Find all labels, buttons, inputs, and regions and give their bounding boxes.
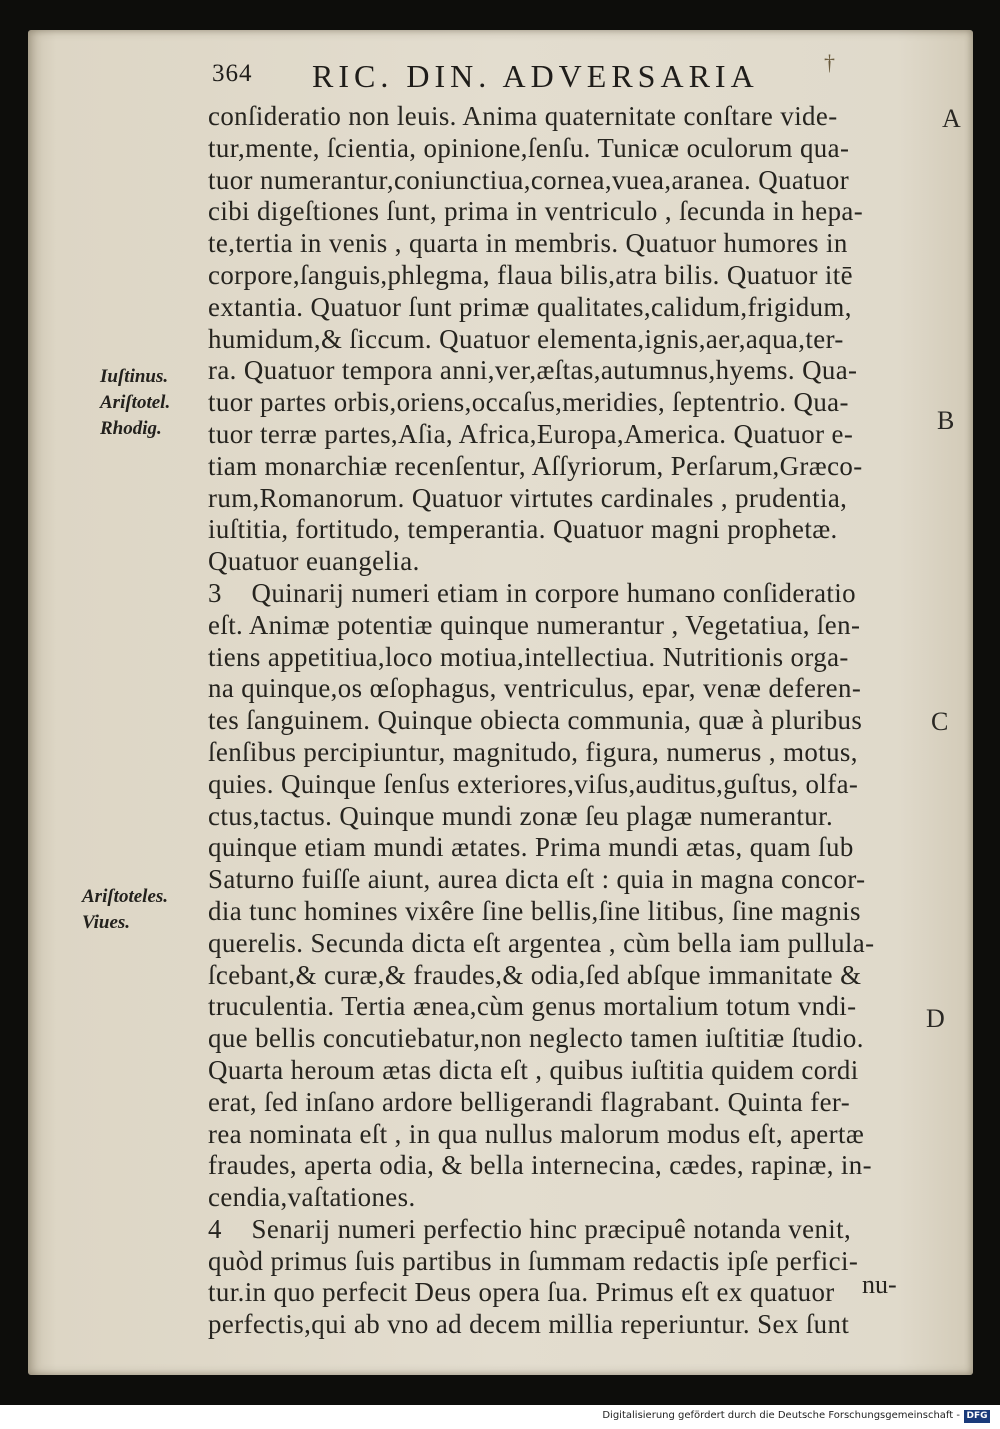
- line-text: quies. Quinque ſenſus exteriores,viſus,auditus,guſtus, olfa-: [208, 768, 859, 799]
- line-text: Quatuor euangelia.: [208, 546, 420, 577]
- catchword: nu-: [862, 1270, 897, 1299]
- text-line: [208, 832, 930, 864]
- page-number: 364: [212, 60, 253, 87]
- text-line: [208, 387, 930, 419]
- line-text: tiens appetitiua,loco motiua,intellectiua. Nutritionis orga-: [208, 641, 849, 672]
- text-line: [208, 1246, 930, 1278]
- text-line: [208, 610, 930, 642]
- paragraph-number: 4: [208, 1213, 222, 1244]
- line-text: eſt. Animæ potentiæ quinque numerantur , Vegetatiua, ſen-: [208, 609, 861, 640]
- line-text: extantia. Quatuor ſunt primæ qualitates,calidum,frigidum,: [208, 291, 852, 322]
- line-text: tuor terræ partes,Aſia, Africa,Europa,America. Quatuor e-: [208, 418, 854, 449]
- text-line: [208, 991, 930, 1023]
- line-text: ra. Quatuor tempora anni,ver,æſtas,autumnus,hyems. Qua-: [208, 355, 858, 386]
- text-line: [208, 514, 930, 546]
- line-text: iuſtitia, fortitudo, temperantia. Quatuor magni prophetæ.: [208, 514, 838, 545]
- text-line: [208, 705, 930, 737]
- margin-letter-c: C: [931, 707, 949, 736]
- text-line: [208, 1055, 930, 1087]
- line-text: Quarta heroum ætas dicta eſt , quibus iuſtitia quidem cordi: [208, 1054, 859, 1085]
- line-text: querelis. Secunda dicta eſt argentea , cùm bella iam pullula-: [208, 927, 875, 958]
- line-text: ſenſibus percipiuntur, magnitudo, figura, numerus , motus,: [208, 736, 858, 767]
- text-line: [208, 228, 930, 260]
- text-line: [208, 355, 930, 387]
- text-line: [208, 1277, 930, 1309]
- line-text: rum,Romanorum. Quatuor virtutes cardinales , prudentia,: [208, 482, 848, 513]
- line-text: tur.in quo perfecit Deus opera ſua. Primus eſt ex quatuor: [208, 1277, 835, 1308]
- text-line: [208, 737, 930, 769]
- text-line: [208, 1119, 930, 1151]
- text-line: [208, 483, 930, 515]
- line-text: na quinque,os œſophagus, ventriculus, epar, venæ deferen-: [208, 673, 862, 704]
- line-text: te,tertia in venis , quarta in membris. Quatuor humores in: [208, 228, 848, 259]
- text-line: [208, 1150, 930, 1182]
- text-line: [208, 101, 930, 133]
- text-line: [208, 133, 930, 165]
- line-text: conſideratio non leuis. Anima quaternitate conſtare vide-: [208, 101, 838, 131]
- margin-note-line: Rhodig.: [100, 418, 162, 439]
- line-text: Saturno fuiſſe aiunt, aurea dicta eſt : quia in magna concor-: [208, 864, 866, 895]
- margin-letter-d: D: [926, 1004, 945, 1033]
- text-line: [208, 165, 930, 197]
- text-line: [208, 324, 930, 356]
- text-line: [208, 1023, 930, 1055]
- footer-credit: Digitalisierung gefördert durch die Deutsche Forschungsgemeinschaft -: [602, 1410, 960, 1421]
- text-line: [208, 419, 930, 451]
- margin-note-1: [100, 364, 170, 442]
- paragraph-number: 3: [208, 577, 222, 608]
- line-text: fraudes, aperta odia, & bella internecina, cædes, rapinæ, in-: [208, 1150, 872, 1181]
- text-line: [208, 1087, 930, 1119]
- line-text: humidum,& ſiccum. Quatuor elementa,ignis,aer,aqua,ter-: [208, 323, 844, 354]
- line-text: rea nominata eſt , in qua nullus malorum modus eſt, apertæ: [208, 1118, 865, 1149]
- line-text: Quinarij numeri etiam in corpore humano conſideratio: [251, 577, 856, 608]
- line-text: tes ſanguinem. Quinque obiecta communia, quæ à pluribus: [208, 705, 863, 736]
- line-text: tur,mente, ſcientia, opinione,ſenſu. Tunicæ oculorum qua-: [208, 132, 850, 163]
- dfg-logo: DFG: [964, 1410, 990, 1423]
- margin-note-line: Ariſtotel.: [100, 392, 171, 413]
- text-line: [208, 1309, 930, 1341]
- line-text: corpore,ſanguis,phlegma, flaua bilis,atra bilis. Quatuor itē: [208, 259, 853, 290]
- margin-note-2: [82, 884, 168, 936]
- text-line: [208, 292, 930, 324]
- line-text: tuor partes orbis,oriens,occaſus,meridies, ſeptentrio. Qua-: [208, 387, 849, 418]
- text-line: [208, 642, 930, 674]
- text-line: [208, 928, 930, 960]
- text-line: [208, 546, 930, 578]
- line-text: cendia,vaſtationes.: [208, 1182, 416, 1213]
- margin-note-line: Ariſtoteles.: [82, 886, 169, 907]
- text-line: [208, 196, 930, 228]
- text-line: [208, 260, 930, 292]
- footer: [0, 1405, 1000, 1429]
- line-text: ſcebant,& curæ,& fraudes,& odia,ſed abſque immanitate &: [208, 959, 862, 990]
- text-line: [208, 769, 930, 801]
- line-text: truculentia. Tertia ænea,cùm genus mortalium totum vndi-: [208, 991, 857, 1022]
- line-text: ctus,tactus. Quinque mundi zonæ ſeu plagæ numerantur.: [208, 800, 834, 831]
- header-mark: †: [824, 50, 836, 75]
- text-line: [208, 451, 930, 483]
- body-text: [208, 101, 938, 1341]
- margin-note-line: Viues.: [82, 912, 131, 933]
- margin-letter-a: A: [942, 104, 961, 133]
- text-line: [208, 801, 930, 833]
- text-line: [208, 1182, 930, 1214]
- running-head: RIC. DIN. ADVERSARIA: [312, 58, 759, 94]
- line-text: Senarij numeri perfectio hinc præcipuê notanda venit,: [251, 1213, 852, 1244]
- line-text: que bellis concutiebatur,non neglecto tamen iuſtitiæ ſtudio.: [208, 1023, 864, 1054]
- line-text: dia tunc homines vixêre ſine bellis,ſine litibus, ſine magnis: [208, 895, 861, 926]
- text-line: [208, 673, 930, 705]
- line-text: tuor numerantur,coniunctiua,cornea,vuea,aranea. Quatuor: [208, 164, 850, 195]
- text-line: [208, 896, 930, 928]
- text-line: [208, 960, 930, 992]
- line-text: cibi digeſtiones ſunt, prima in ventriculo , ſecunda in hepa-: [208, 196, 864, 227]
- margin-note-line: Iuſtinus.: [100, 366, 169, 387]
- line-text: quinque etiam mundi ætates. Prima mundi ætas, quam ſub: [208, 832, 854, 863]
- line-text: erat, ſed inſano ardore belligerandi flagrabant. Quinta fer-: [208, 1086, 851, 1117]
- line-text: perfectis,qui ab vno ad decem millia reperiuntur. Sex ſunt: [208, 1309, 850, 1340]
- line-text: tiam monarchiæ recenſentur, Aſſyriorum, Perſarum,Græco-: [208, 450, 863, 481]
- text-line: [208, 578, 930, 610]
- text-line: [208, 1214, 930, 1246]
- margin-letter-b: B: [937, 406, 955, 435]
- line-text: quòd primus ſuis partibus in ſummam redactis ipſe perfici-: [208, 1245, 859, 1276]
- page-header: [212, 50, 852, 98]
- text-line: [208, 864, 930, 896]
